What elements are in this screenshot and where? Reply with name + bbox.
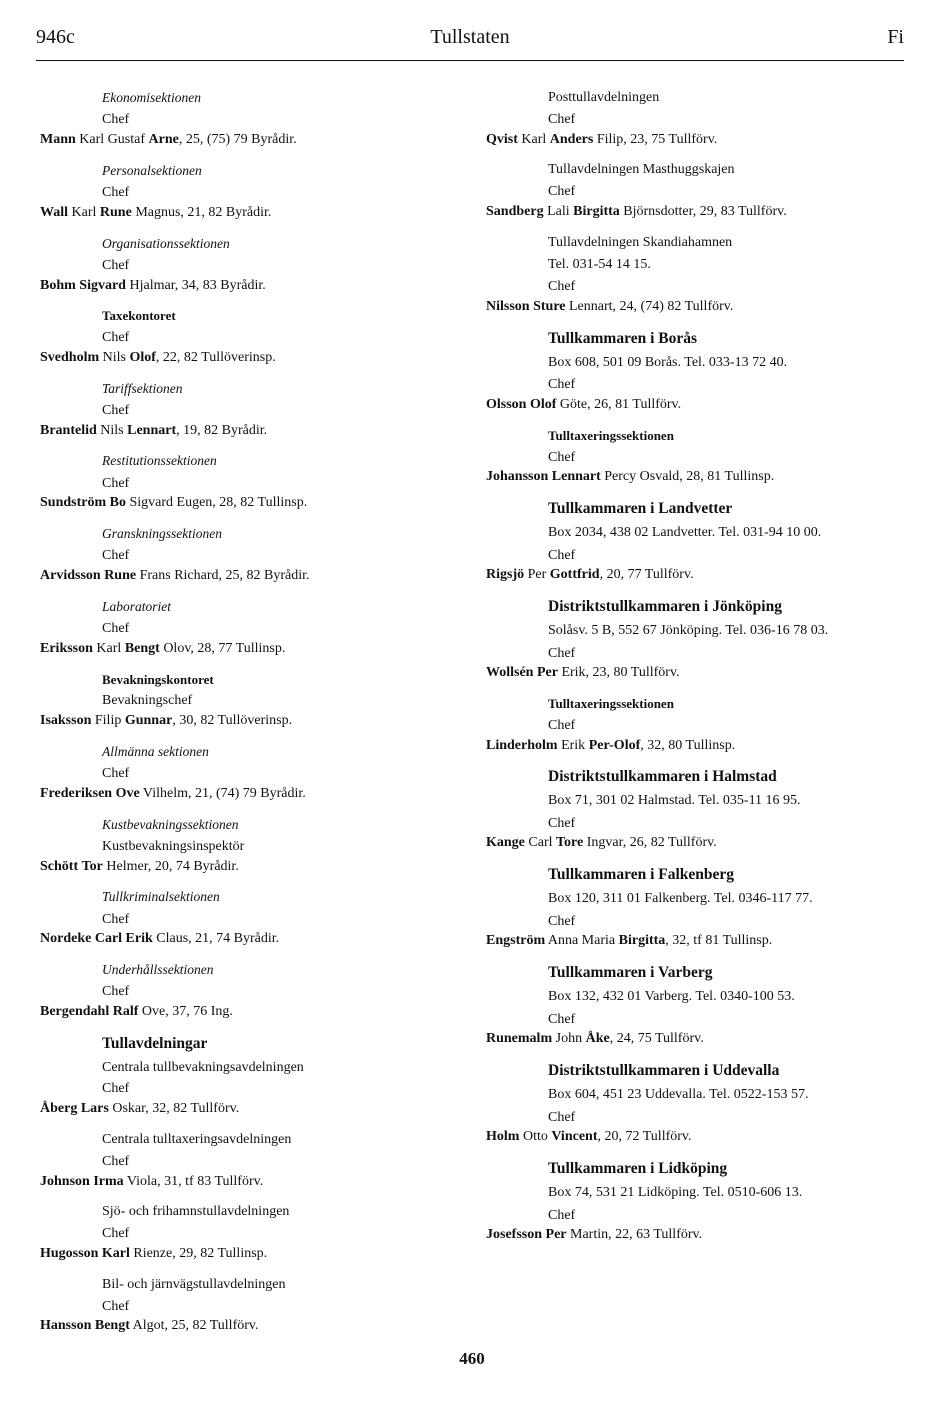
given-names: Nils: [102, 349, 126, 365]
directory-entry: [486, 162, 906, 220]
person-details: Algot, 25, 82 Tullförv.: [129, 1318, 259, 1334]
directory-entry: [486, 428, 906, 486]
surname: Brantelid: [40, 422, 97, 438]
directory-entry: [40, 308, 450, 366]
directory-entry: [40, 889, 450, 948]
given-names: Per: [527, 567, 547, 583]
given-names: Karl: [71, 204, 97, 220]
section-heading: Tullavdelningar: [102, 1034, 208, 1052]
person-line: [486, 397, 906, 414]
person-details: Erik, 23, 80 Tullförv.: [557, 665, 680, 681]
person-details: Ove, 37, 76 Ing.: [138, 1004, 233, 1020]
call-name: Vincent: [551, 1129, 598, 1145]
section-label: Fi: [887, 26, 904, 48]
given-names: Karl: [96, 640, 122, 656]
call-name: Sture: [533, 299, 566, 315]
person-details: Rienze, 29, 82 Tullinsp.: [129, 1245, 268, 1261]
surname: Arvidsson: [40, 568, 101, 584]
surname: Qvist: [486, 131, 518, 147]
surname: Rigsjö: [486, 567, 525, 583]
surname: Frederiksen: [40, 785, 113, 801]
directory-entry: [486, 598, 906, 682]
person-line: [40, 350, 450, 367]
call-name: Ralf: [112, 1004, 139, 1020]
person-line: [40, 132, 450, 149]
directory-entry: [486, 1062, 906, 1146]
given-names: Anna Maria: [547, 933, 616, 949]
job-title: Chef: [548, 913, 576, 929]
call-name: Gunnar: [124, 713, 173, 729]
surname: Josefsson: [486, 1227, 543, 1243]
unit-name: Tullavdelningen Skandiahamnen: [548, 234, 733, 250]
unit-name: Posttullavdelningen: [548, 90, 660, 105]
person-line: [486, 738, 906, 755]
section-heading: Restitutionssektionen: [102, 453, 217, 469]
job-title: Chef: [102, 257, 130, 273]
left-column: [40, 90, 450, 1349]
call-name: Tore: [556, 835, 584, 851]
header-rule: [36, 60, 904, 61]
directory-entry: [40, 526, 450, 585]
job-title: Kustbevakningsinspektör: [102, 838, 245, 854]
person-details: Percy Osvald, 28, 81 Tullinsp.: [600, 469, 775, 485]
address-line: Box 120, 311 01 Falkenberg. Tel. 0346-117 77.: [548, 890, 813, 906]
directory-entry: [486, 90, 906, 148]
surname: Isaksson: [40, 713, 92, 729]
person-line: [40, 495, 450, 512]
job-title: Chef: [102, 329, 130, 345]
call-name: Bengt: [124, 640, 160, 656]
person-line: [40, 1246, 450, 1263]
directory-entry: [486, 500, 906, 584]
job-title: Bevakningschef: [102, 693, 193, 709]
call-name: Olof: [529, 397, 557, 413]
person-line: [40, 423, 450, 440]
call-name: Birgitta: [618, 933, 666, 949]
unit-name: Tullavdelningen Masthuggskajen: [548, 162, 735, 178]
given-names: Filip: [94, 713, 122, 729]
person-details: , 20, 77 Tullförv.: [599, 567, 694, 583]
surname: Wall: [40, 204, 69, 220]
person-line: [486, 1031, 906, 1048]
page-number: 460: [459, 1349, 485, 1368]
given-names: Lali: [547, 203, 570, 219]
person-details: Sigvard Eugen, 28, 82 Tullinsp.: [125, 495, 308, 511]
person-line: [486, 835, 906, 852]
page-label: 946c: [36, 26, 75, 48]
surname: Eriksson: [40, 640, 93, 656]
section-heading: Ekonomisektionen: [102, 90, 201, 105]
person-line: [486, 567, 906, 584]
call-name: Sigvard: [79, 277, 126, 293]
call-name: Arne: [148, 131, 179, 147]
surname: Svedholm: [40, 349, 100, 365]
directory-entry: [40, 381, 450, 440]
unit-name: Bil- och järnvägstullavdelningen: [102, 1276, 286, 1292]
job-title: Chef: [102, 475, 130, 491]
call-name: Lennart: [127, 422, 177, 438]
call-name: Åke: [585, 1031, 610, 1047]
person-details: , 32, tf 81 Tullinsp.: [665, 933, 773, 949]
surname: Nordeke: [40, 931, 92, 947]
surname: Runemalm: [486, 1031, 553, 1047]
surname: Bohm: [40, 277, 76, 293]
surname: Sandberg: [486, 203, 544, 219]
call-name: Karl: [101, 1245, 130, 1261]
given-names: Carl: [528, 835, 553, 851]
person-line: [40, 205, 450, 222]
directory-entry: [486, 330, 906, 414]
person-line: [40, 1318, 450, 1335]
surname: Wollsén: [486, 665, 534, 681]
job-title: Chef: [548, 1109, 576, 1125]
directory-entry: [40, 1204, 450, 1262]
section-heading: Distriktstullkammaren i Uddevalla: [548, 1062, 780, 1080]
address-line: Box 132, 432 01 Varberg. Tel. 0340-100 53.: [548, 988, 795, 1004]
surname: Åberg: [40, 1101, 78, 1117]
job-title: Chef: [548, 449, 576, 465]
directory-entry: [486, 866, 906, 950]
call-name: Lennart: [551, 469, 601, 485]
surname: Johnson: [40, 1173, 90, 1189]
job-title: Chef: [548, 111, 576, 127]
surname: Sundström: [40, 495, 107, 511]
directory-entry: [40, 599, 450, 658]
job-title: Chef: [102, 402, 130, 418]
person-line: [40, 1101, 450, 1118]
directory-entry: [40, 163, 450, 222]
call-name: Per: [536, 665, 558, 681]
person-line: [486, 299, 906, 316]
job-title: Chef: [102, 548, 130, 564]
job-title: Chef: [102, 1153, 130, 1169]
call-name: Tor: [81, 858, 103, 874]
job-title: Chef: [548, 717, 576, 733]
person-details: Göte, 26, 81 Tullförv.: [556, 397, 682, 413]
call-name: Anders: [549, 131, 594, 147]
person-details: , 32, 80 Tullinsp.: [640, 737, 736, 753]
job-title: Chef: [548, 1011, 576, 1027]
call-name: Rune: [99, 204, 132, 220]
given-names: Karl: [521, 131, 547, 147]
person-line: [40, 1174, 450, 1191]
call-name: Bengt: [94, 1318, 130, 1334]
call-name: Ove: [115, 785, 140, 801]
section-heading: Tulltaxeringssektionen: [548, 427, 674, 443]
person-line: [486, 469, 906, 486]
job-title: Chef: [102, 621, 130, 637]
call-name: Bo: [109, 495, 126, 511]
person-details: , 19, 82 Byrådir.: [176, 422, 268, 438]
directory-entry: [40, 817, 450, 876]
person-details: Magnus, 21, 82 Byrådir.: [131, 204, 272, 220]
job-title: Chef: [548, 184, 576, 200]
person-line: [40, 859, 450, 876]
call-name: Gottfrid: [549, 567, 600, 583]
surname: Hansson: [40, 1318, 92, 1334]
surname: Hugosson: [40, 1245, 99, 1261]
call-name: Per-Olof: [588, 737, 641, 753]
section-heading: Taxekontoret: [102, 308, 176, 324]
person-details: Lennart, 24, (74) 82 Tullförv.: [565, 299, 734, 315]
section-heading: Distriktstullkammaren i Jönköping: [548, 598, 782, 616]
section-heading: Organisationssektionen: [102, 235, 230, 251]
call-name: Irma: [93, 1173, 124, 1189]
surname: Holm: [486, 1129, 520, 1145]
directory-entry: [486, 696, 906, 754]
address-line: Box 71, 301 02 Halmstad. Tel. 035-11 16 95.: [548, 792, 801, 808]
surname: Nilsson: [486, 299, 530, 315]
section-heading: Granskningssektionen: [102, 526, 222, 542]
job-title: Chef: [548, 1207, 576, 1223]
job-title: Chef: [548, 377, 576, 393]
job-title: Chef: [102, 1081, 130, 1097]
given-names: Erik: [561, 737, 586, 753]
directory-entry: [486, 235, 906, 316]
unit-name: Sjö- och frihamnstullavdelningen: [102, 1204, 290, 1220]
given-names: Otto: [522, 1129, 548, 1145]
section-heading: Tullkammaren i Lidköping: [548, 1160, 728, 1178]
job-title: Chef: [102, 1226, 130, 1242]
person-details: Helmer, 20, 74 Byrådir.: [102, 858, 239, 874]
person-line: [40, 1004, 450, 1021]
person-line: [486, 204, 906, 221]
person-details: , 24, 75 Tullförv.: [609, 1031, 704, 1047]
person-line: [40, 786, 450, 803]
directory-entry: [40, 1277, 450, 1335]
section-heading: Tullkammaren i Borås: [548, 329, 697, 347]
surname: Johansson: [486, 469, 549, 485]
person-details: Björnsdotter, 29, 83 Tullförv.: [619, 203, 787, 219]
person-details: Filip, 23, 75 Tullförv.: [593, 131, 718, 147]
directory-entry: [40, 744, 450, 803]
person-details: Vilhelm, 21, (74) 79 Byrådir.: [139, 785, 306, 801]
call-name: Lars: [80, 1101, 109, 1117]
given-names: Nils: [100, 422, 124, 438]
directory-entry: [40, 672, 450, 730]
section-heading: Bevakningskontoret: [102, 671, 214, 687]
job-title: Chef: [548, 547, 576, 563]
section-heading: Tullkriminalsektionen: [102, 889, 220, 905]
person-line: [486, 1227, 906, 1244]
job-title: Chef: [102, 984, 130, 1000]
person-details: Viola, 31, tf 83 Tullförv.: [123, 1173, 264, 1189]
page-header: [36, 26, 904, 52]
directory-entry: [486, 1160, 906, 1244]
surname: Kange: [486, 835, 525, 851]
section-heading: Tullkammaren i Varberg: [548, 964, 713, 982]
job-title: Chef: [548, 815, 576, 831]
person-details: , 25, (75) 79 Byrådir.: [178, 131, 297, 147]
address-line: Box 2034, 438 02 Landvetter. Tel. 031-94 10 00.: [548, 524, 822, 540]
job-title: Chef: [548, 279, 576, 295]
call-name: Olof: [129, 349, 156, 365]
job-title: Chef: [102, 911, 130, 927]
person-line: [40, 713, 450, 730]
job-title: Chef: [102, 766, 130, 782]
job-title: Chef: [102, 1298, 130, 1314]
surname: Schött: [40, 858, 79, 874]
surname: Olsson: [486, 397, 527, 413]
person-details: , 20, 72 Tullförv.: [597, 1129, 692, 1145]
unit-name: Centrala tullbevakningsavdelningen: [102, 1059, 304, 1075]
person-line: [486, 132, 906, 149]
given-names: Karl Gustaf: [79, 131, 145, 147]
person-details: Claus, 21, 74 Byrådir.: [152, 931, 280, 947]
person-details: Oskar, 32, 82 Tullförv.: [108, 1101, 240, 1117]
address-line: Box 604, 451 23 Uddevalla. Tel. 0522-153 57.: [548, 1086, 809, 1102]
person-line: [486, 665, 906, 682]
address-line: Box 608, 501 09 Borås. Tel. 033-13 72 40.: [548, 354, 788, 370]
section-heading: Allmänna sektionen: [102, 743, 209, 759]
surname: Mann: [40, 131, 76, 147]
person-line: [40, 641, 450, 658]
person-details: , 30, 82 Tullöverinsp.: [172, 713, 293, 729]
person-details: , 22, 82 Tullöverinsp.: [155, 349, 276, 365]
directory-entry: [486, 964, 906, 1048]
person-line: [40, 568, 450, 585]
call-name: Per: [545, 1227, 567, 1243]
section-heading: Tulltaxeringssektionen: [548, 696, 674, 712]
person-details: Frans Richard, 25, 82 Byrådir.: [136, 568, 310, 584]
person-line: [486, 933, 906, 950]
person-details: Hjalmar, 34, 83 Byrådir.: [125, 277, 266, 293]
surname: Bergendahl: [40, 1004, 110, 1020]
call-name: Birgitta: [573, 203, 620, 219]
job-title: Chef: [102, 184, 130, 200]
directory-entry: [40, 1132, 450, 1190]
section-heading: Personalsektionen: [102, 162, 202, 178]
section-heading: Tullkammaren i Landvetter: [548, 500, 733, 518]
person-details: Martin, 22, 63 Tullförv.: [566, 1227, 703, 1243]
directory-entry: [40, 90, 450, 149]
address-line: Solåsv. 5 B, 552 67 Jönköping. Tel. 036-16 78 03.: [548, 622, 829, 638]
section-heading: Underhållssektionen: [102, 962, 214, 978]
directory-entry: [40, 1035, 450, 1118]
directory-entry: [40, 962, 450, 1021]
surname: Linderholm: [486, 737, 558, 753]
section-heading: Distriktstullkammaren i Halmstad: [548, 768, 777, 786]
given-names: John: [555, 1031, 583, 1047]
call-name: Rune: [104, 568, 137, 584]
section-heading: Laboratoriet: [102, 598, 172, 614]
directory-entry: [40, 236, 450, 295]
running-title: Tullstaten: [430, 26, 510, 48]
call-name: Carl Erik: [94, 931, 153, 947]
section-heading: Tullkammaren i Falkenberg: [548, 866, 735, 884]
unit-name: Centrala tulltaxeringsavdelningen: [102, 1131, 292, 1147]
person-line: [486, 1129, 906, 1146]
right-column: [486, 90, 906, 1258]
person-details: Olov, 28, 77 Tullinsp.: [159, 640, 286, 656]
person-line: [40, 931, 450, 948]
directory-entry: [40, 453, 450, 512]
directory-entry: [486, 768, 906, 852]
person-details: Ingvar, 26, 82 Tullförv.: [583, 835, 717, 851]
address-line: Box 74, 531 21 Lidköping. Tel. 0510-606 13.: [548, 1184, 803, 1200]
section-heading: Tariffsektionen: [102, 380, 183, 396]
address-line: Tel. 031-54 14 15.: [548, 256, 651, 272]
person-line: [40, 278, 450, 295]
surname: Engström: [486, 933, 546, 949]
job-title: Chef: [548, 645, 576, 661]
section-heading: Kustbevakningssektionen: [102, 816, 239, 832]
job-title: Chef: [102, 112, 130, 128]
